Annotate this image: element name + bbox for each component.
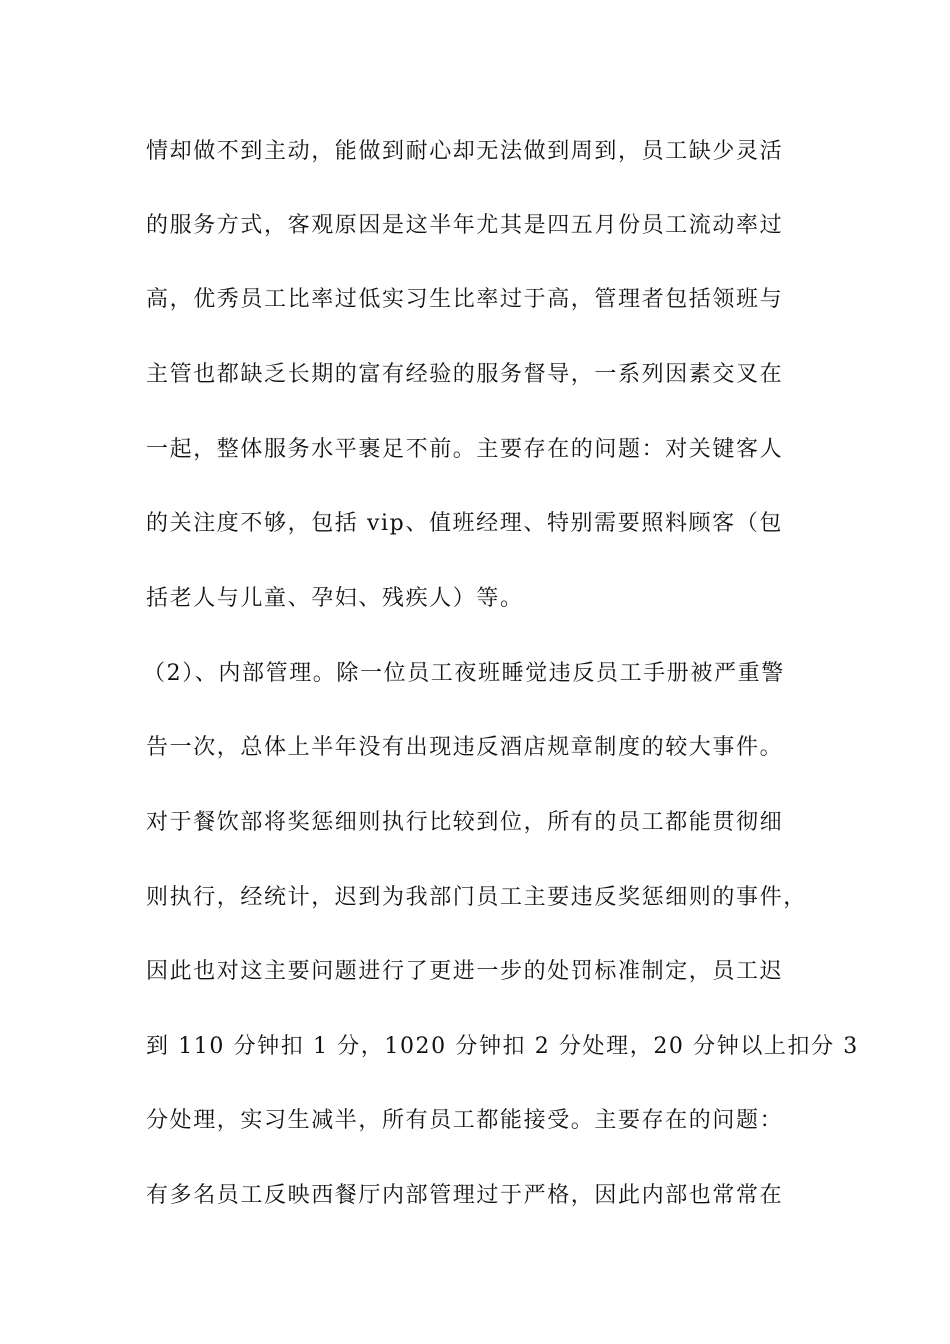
paragraph-line-12: 因此也对这主要问题进行了更进一步的处罚标准制定，员工迟 [146,959,784,984]
paragraph-line-14: 分处理，实习生减半，所有员工都能接受。主要存在的问题： [146,1108,784,1133]
paragraph-line-1: 情却做不到主动，能做到耐心却无法做到周到，员工缺少灵活 [146,139,784,164]
paragraph-line-3: 高，优秀员工比率过低实习生比率过于高，管理者包括领班与 [146,287,784,312]
paragraph-line-5: 一起，整体服务水平裹足不前。主要存在的问题：对关键客人 [146,437,784,462]
paragraph-line-15: 有多名员工反映西餐厅内部管理过于严格，因此内部也常常在 [146,1183,784,1208]
section-heading-internal-management: （2）、内部管理。除一位员工夜班睡觉违反员工手册被严重警 [143,661,785,686]
paragraph-line-11: 则执行，经统计，迟到为我部门员工主要违反奖惩细则的事件， [146,885,807,910]
paragraph-line-7: 括老人与儿童、孕妇、残疾人）等。 [146,586,524,611]
paragraph-line-2: 的服务方式，客观原因是这半年尤其是四五月份员工流动率过 [146,213,784,238]
paragraph-line-13: 到 110 分钟扣 1 分，1020 分钟扣 2 分处理，20 分钟以上扣分 3 [146,1034,859,1059]
paragraph-line-6: 的关注度不够，包括 vip、值班经理、特别需要照料顾客（包 [146,511,783,536]
paragraph-line-10: 对于餐饮部将奖惩细则执行比较到位，所有的员工都能贯彻细 [146,810,784,835]
paragraph-line-9: 告一次，总体上半年没有出现违反酒店规章制度的较大事件。 [146,735,784,760]
paragraph-line-4: 主管也都缺乏长期的富有经验的服务督导，一系列因素交叉在 [146,362,784,387]
